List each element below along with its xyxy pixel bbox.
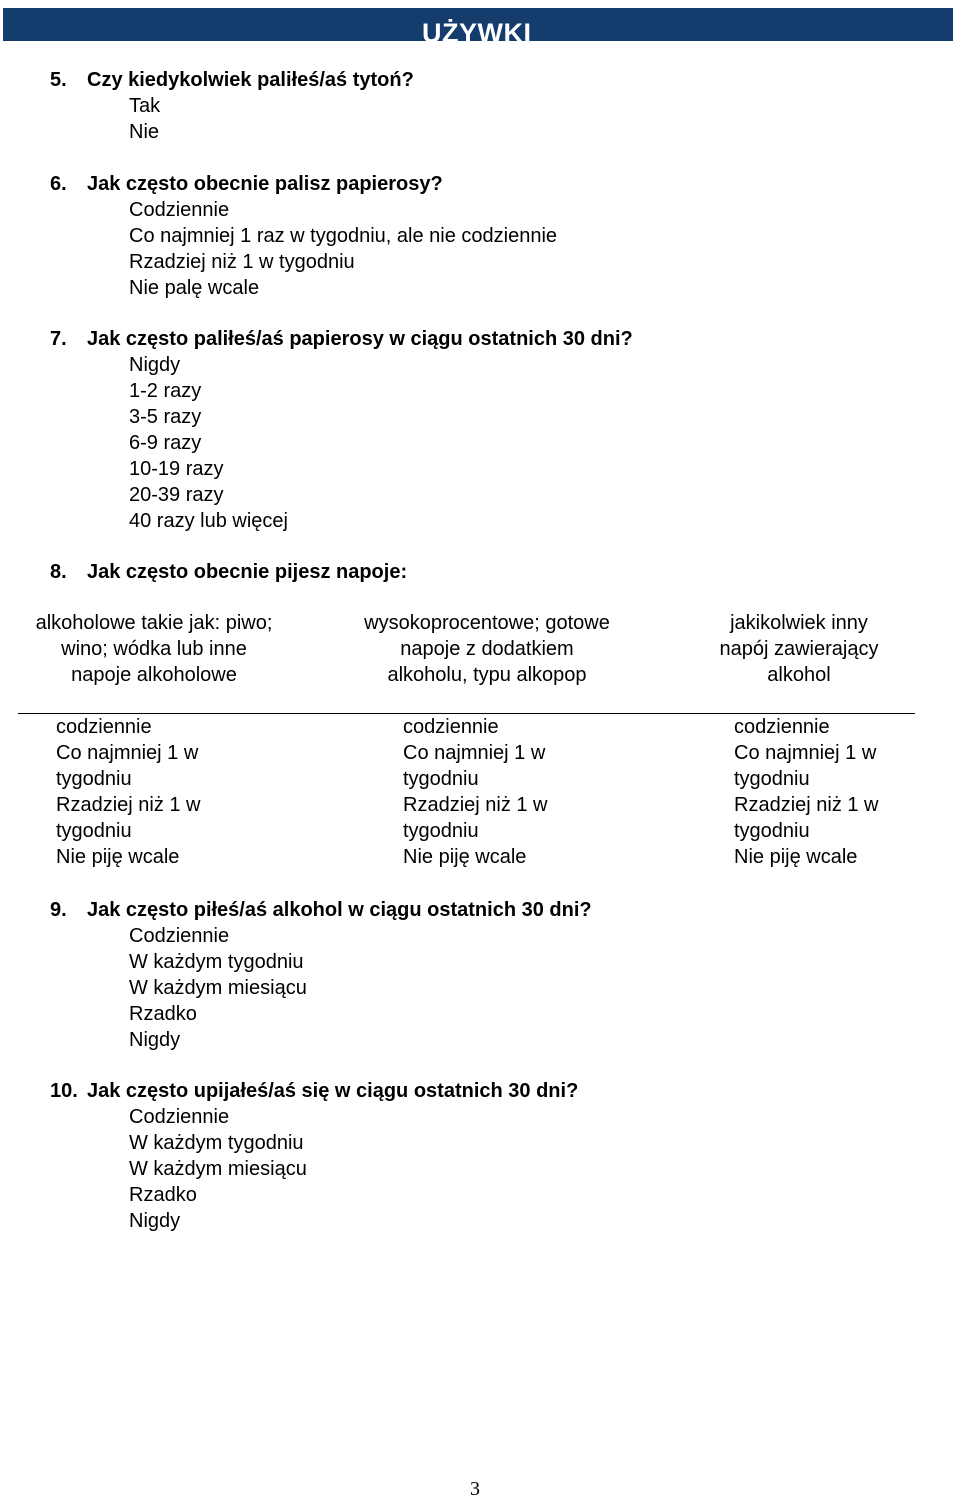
answer-option[interactable]: Codziennie [129, 199, 230, 221]
answer-option[interactable]: tygodniu [734, 768, 810, 790]
category-line: wino; wódka lub inne [61, 638, 247, 660]
question-10 [50, 1078, 930, 1234]
question-title [50, 326, 930, 352]
question-text: Jak często obecnie palisz papierosy? [87, 173, 443, 195]
answer-column-alcohol [56, 714, 201, 870]
answer-option[interactable]: Nie piję wcale [403, 846, 527, 868]
category-header-alcohol [4, 610, 304, 688]
category-line: alkoholu, typu alkopop [387, 664, 587, 686]
answer-option[interactable]: Rzadko [129, 1184, 197, 1206]
answer-option[interactable]: Co najmniej 1 w [734, 742, 877, 764]
answer-option[interactable]: Nigdy [129, 354, 181, 376]
answer-option[interactable]: 3-5 razy [129, 406, 202, 428]
answer-option[interactable]: 10-19 razy [129, 458, 224, 480]
answer-option[interactable]: 6-9 razy [129, 432, 202, 454]
answer-option[interactable]: tygodniu [403, 768, 479, 790]
answer-column-high-proof [403, 714, 548, 870]
question-title [50, 171, 930, 197]
answer-option[interactable]: Nie piję wcale [734, 846, 858, 868]
question-text: Jak często paliłeś/aś papierosy w ciągu ostatnich 30 dni? [87, 328, 633, 350]
question-number: 10. [50, 1080, 78, 1102]
answer-option[interactable]: Nigdy [129, 1029, 181, 1051]
category-line: napoje z dodatkiem [400, 638, 574, 660]
section-header-bar [3, 8, 953, 48]
page-number: 3 [470, 1478, 480, 1500]
question-6 [50, 171, 930, 301]
answer-option[interactable]: Rzadziej niż 1 w tygodniu [129, 251, 355, 273]
question-text: Jak często upijałeś/aś się w ciągu ostatnich 30 dni? [87, 1080, 579, 1102]
answer-option[interactable]: 1-2 razy [129, 380, 202, 402]
question-text: Czy kiedykolwiek paliłeś/aś tytoń? [87, 69, 414, 91]
question-number: 8. [50, 561, 67, 583]
category-line: wysokoprocentowe; gotowe [364, 612, 610, 634]
question-8 [50, 559, 930, 585]
answer-option[interactable]: tygodniu [734, 820, 810, 842]
answer-option[interactable]: codziennie [403, 716, 499, 738]
question-9 [50, 897, 930, 1053]
question-text: Jak często piłeś/aś alkohol w ciągu ostatnich 30 dni? [87, 899, 592, 921]
answer-option[interactable]: W każdym tygodniu [129, 951, 304, 973]
answer-option[interactable]: Rzadziej niż 1 w [403, 794, 548, 816]
question-title [50, 67, 930, 93]
category-line: napój zawierający [719, 638, 879, 660]
answer-option[interactable]: Tak [129, 95, 161, 117]
category-header-high-proof [337, 610, 637, 688]
question-5 [50, 67, 930, 145]
category-line: alkohol [767, 664, 831, 686]
answer-option[interactable]: Rzadziej niż 1 w [734, 794, 879, 816]
answer-option[interactable]: Rzadko [129, 1003, 197, 1025]
answer-option[interactable]: W każdym miesiącu [129, 1158, 307, 1180]
answer-option[interactable]: Nie [129, 121, 160, 143]
answer-option[interactable]: W każdym miesiącu [129, 977, 307, 999]
answer-option[interactable]: Co najmniej 1 raz w tygodniu, ale nie codziennie [129, 225, 558, 247]
answer-option[interactable]: tygodniu [56, 768, 132, 790]
question-title [50, 1078, 930, 1104]
section-title: UŻYWKI [422, 18, 532, 48]
question-title [50, 897, 930, 923]
category-line: jakikolwiek inny [730, 612, 868, 634]
answer-option[interactable]: 40 razy lub więcej [129, 510, 288, 532]
answer-option[interactable]: Co najmniej 1 w [403, 742, 546, 764]
category-line: alkoholowe takie jak: piwo; [35, 612, 273, 634]
question-number: 9. [50, 899, 67, 921]
answer-option[interactable]: Rzadziej niż 1 w [56, 794, 201, 816]
answer-option[interactable]: Nie piję wcale [56, 846, 180, 868]
answer-option[interactable]: Codziennie [129, 925, 230, 947]
answer-option[interactable]: Co najmniej 1 w [56, 742, 199, 764]
question-number: 7. [50, 328, 67, 350]
answer-option[interactable]: Codziennie [129, 1106, 230, 1128]
answer-option[interactable]: codziennie [56, 716, 152, 738]
answer-option[interactable]: 20-39 razy [129, 484, 224, 506]
answer-option[interactable]: tygodniu [403, 820, 479, 842]
answer-option[interactable]: codziennie [734, 716, 830, 738]
category-line: napoje alkoholowe [71, 664, 237, 686]
answer-option[interactable]: Nie palę wcale [129, 277, 260, 299]
question-7 [50, 326, 930, 534]
question-text: Jak często obecnie pijesz napoje: [87, 561, 408, 583]
category-header-other [699, 610, 899, 688]
answer-option[interactable]: Nigdy [129, 1210, 181, 1232]
answer-column-other [734, 714, 879, 870]
answer-option[interactable]: W każdym tygodniu [129, 1132, 304, 1154]
answer-option[interactable]: tygodniu [56, 820, 132, 842]
question-title [50, 559, 930, 585]
question-number: 6. [50, 173, 67, 195]
question-number: 5. [50, 69, 67, 91]
